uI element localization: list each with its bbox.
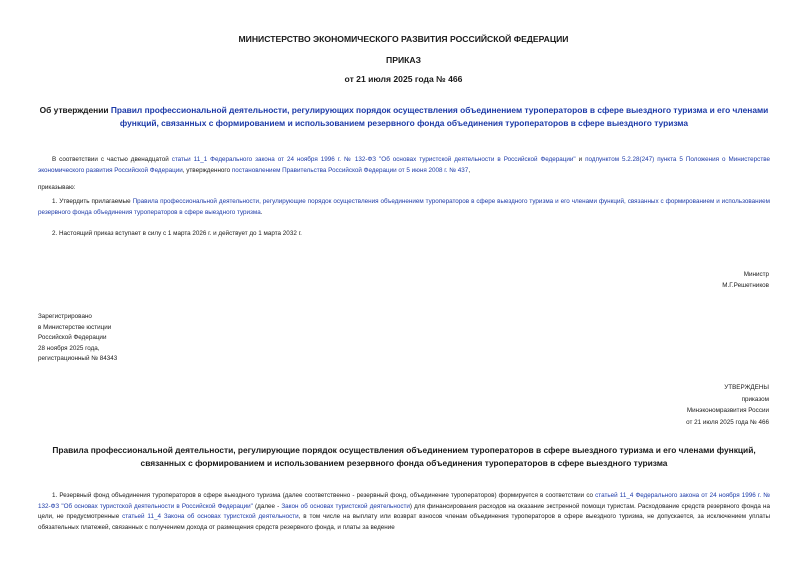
approval-stamp [549, 382, 769, 428]
signature-block [569, 269, 769, 291]
item1-text-1: 1. Утвердить прилагаемые [52, 198, 133, 205]
approved-line-3: Минэкономразвития России [686, 407, 769, 414]
approved-line-2: приказом [741, 395, 769, 403]
signer-name: М.Г.Решетников [722, 282, 769, 289]
rules-p1-text-4: , в том числе на выплату или возврат взносов членам объединения туроператоров в сфере выездного туризма, не допускается, за исключением уплаты обязательных платежей, связанных с получением дохода от размещения средств резервного фонда, и платы за ведение [38, 513, 770, 531]
approved-rules-link[interactable]: Правила профессиональной деятельности, регулирующие порядок осуществления объединением туроператоров в сфере выездного туризма и его членами функций, связанных с формированием и использованием резервного фонда объединения туроператоров в сфере выездного туризма [38, 198, 770, 216]
registration-line-3: Российской Федерации [38, 334, 107, 341]
rules-p1-text-2: (далее - [252, 502, 282, 510]
tourism-law-link[interactable]: Закон об основах туристской деятельности [281, 502, 410, 510]
registration-line-1: Зарегистрировано [38, 313, 92, 320]
order-item-1 [38, 197, 770, 218]
registration-line-4: 28 ноября 2025 года, [38, 344, 100, 352]
document-type-heading: ПРИКАЗ [386, 55, 421, 65]
preamble-text-4: , [468, 166, 471, 174]
article-11-4-link[interactable]: статьей 11_4 Федерального закона от 24 ноября 1996 г. № 132-ФЗ "Об основах туристской деятельности в Российской Федерации" [38, 492, 770, 510]
ministry-heading: МИНИСТЕРСТВО ЭКОНОМИЧЕСКОГО РАЗВИТИЯ РОССИЙСКОЙ ФЕДЕРАЦИИ [238, 34, 569, 44]
registration-line-5: регистрационный № 84343 [38, 355, 118, 362]
rules-paragraph-1 [38, 491, 770, 533]
order-subject [36, 104, 772, 129]
government-decree-link[interactable]: постановлением Правительства Российской Федерации от 5 июня 2008 г. № 437 [231, 166, 469, 174]
registration-line-2: в Министерстве юстиции [38, 323, 112, 331]
preamble-text-1: В соответствии с частью двенадцатой [52, 156, 172, 163]
rules-title: Правила профессиональной деятельности, регулирующие порядок осуществления объединением туроператоров в сфере выездного туризма и его членами функций, связанных с формированием и использованием резервного фонда объединения туроператоров в сфере выездного туризма [52, 445, 756, 468]
article-11-4-law-link[interactable]: статьей 11_4 Закона об основах туристской деятельности [122, 513, 299, 520]
rules-p1-text-3: ) для финансирования расходов на оказание экстренной помощи туристам. Расходование средств резервного фонда на цели, не предусмотренные [38, 502, 770, 520]
signer-title: Министр [743, 271, 769, 278]
subject-rules-link[interactable]: Правил профессиональной деятельности, регулирующих порядок осуществления объединением туроператоров в сфере выездного туризма и его членами функций, связанных с формированием и использованием резервного фонда объединения туроператоров в сфере выездного туризма [110, 105, 769, 128]
approved-line-1: УТВЕРЖДЕНЫ [724, 384, 769, 391]
rules-p1-text-1: 1. Резервный фонд объединения туроператоров в сфере выездного туризма (далее соответственно - резервный фонд, объединение туроператоров) формируется в соответствии со [52, 492, 596, 499]
preamble-paragraph [38, 155, 770, 176]
order-word: приказываю: [38, 184, 76, 191]
law-article-link[interactable]: статьи 11_1 Федерального закона от 24 ноября 1996 г. № 132-ФЗ "Об основах туристской деятельности в Российской Федерации" [171, 156, 576, 163]
approved-line-4: от 21 июля 2025 года № 466 [686, 418, 769, 426]
preamble-text-2: и [575, 156, 586, 163]
subject-prefix: Об утверждении [39, 105, 111, 115]
item1-text-2: . [260, 208, 263, 216]
ministry-regulation-link[interactable]: подпунктом 5.2.28(247) пункта 5 Положения о Министерстве экономического развития Российской Федерации [38, 156, 770, 174]
preamble-text-3: , утвержденного [182, 166, 232, 174]
order-item-2: 2. Настоящий приказ вступает в силу с 1 марта 2026 г. и действует до 1 марта 2032 г. [52, 230, 302, 237]
registration-block [38, 312, 238, 365]
order-date-number: от 21 июля 2025 года № 466 [344, 74, 463, 84]
